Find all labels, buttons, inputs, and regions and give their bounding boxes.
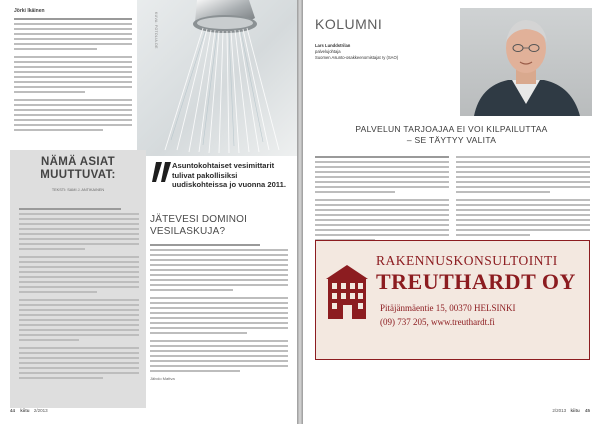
sidebar-signature: Jälvdo Mattva — [150, 376, 175, 381]
feature-title — [10, 156, 146, 182]
article-title-line2: – SE TÄYTYY VALITA — [406, 135, 497, 145]
author-name: Lars Lunddstrilan — [315, 43, 351, 48]
ad-company-line2: TREUTHARDT OY — [376, 269, 576, 294]
feature-body — [19, 208, 139, 382]
quote-text: Asuntokohtaiset vesimittarit tulivat pakollisiksi uudiskohteissa jo vuonna 2011. — [172, 161, 286, 189]
issue-right: 2/2013 — [552, 408, 567, 413]
issue-left: 2/2013 — [33, 408, 48, 413]
ad-company-line1: RAKENNUSKONSULTOINTI — [376, 253, 558, 268]
sidebar-title-line2: VESILASKUJA? — [150, 226, 226, 237]
article-title — [303, 124, 600, 146]
shower-photo — [137, 0, 297, 156]
ad-address: Pitäjänmäentie 15, 00370 HELSINKI — [380, 303, 516, 313]
feature-title-line1: NÄMÄ ASIAT — [41, 156, 115, 168]
sidebar-title — [150, 214, 288, 238]
photo-credit: KUVA: FOTOLIA.DE — [154, 12, 158, 49]
quote-mark-icon — [152, 162, 172, 184]
sidebar-body — [150, 244, 288, 372]
page-number-left: 44 — [10, 408, 16, 413]
left-page — [0, 0, 297, 424]
shower-head-illustration — [137, 0, 297, 156]
author-org: Suomen Asunto-osakkeenomistajat ry (SAO) — [315, 55, 399, 60]
article-title-line1: PALVELUN TARJOAJAA EI VOI KILPAILUTTAA — [355, 124, 548, 134]
feature-box — [10, 150, 146, 408]
page-number-right: 45 — [584, 408, 590, 413]
magazine-name-left: kiitu — [20, 408, 30, 413]
column-label: KOLUMNI — [315, 16, 383, 32]
column-author: Jörki Ikäinen — [14, 8, 45, 14]
quote-banner — [150, 158, 288, 204]
top-column-text — [14, 8, 132, 134]
ad-box — [315, 240, 590, 360]
author-role: palvelujohtaja — [315, 49, 341, 54]
feature-title-line2: MUUTTUVAT: — [40, 169, 116, 181]
building-logo-icon — [324, 263, 370, 321]
right-footer — [552, 408, 590, 413]
article-column-2 — [456, 156, 590, 244]
right-page — [303, 0, 600, 424]
ad-phone-web: (09) 737 205, www.treuthardt.fi — [380, 317, 495, 327]
sidebar-article — [150, 214, 288, 381]
author-portrait — [460, 8, 592, 116]
left-footer — [10, 408, 48, 413]
article-body — [315, 156, 590, 244]
feature-byline: TEKSTI: SAMI J. ANTIKAINEN — [51, 188, 105, 192]
portrait-illustration — [460, 8, 592, 116]
sidebar-title-line1: JÄTEVESI DOMINOI — [150, 214, 248, 225]
author-info — [315, 43, 445, 61]
article-column-1 — [315, 156, 449, 244]
magazine-name-right: kiitu — [570, 408, 580, 413]
